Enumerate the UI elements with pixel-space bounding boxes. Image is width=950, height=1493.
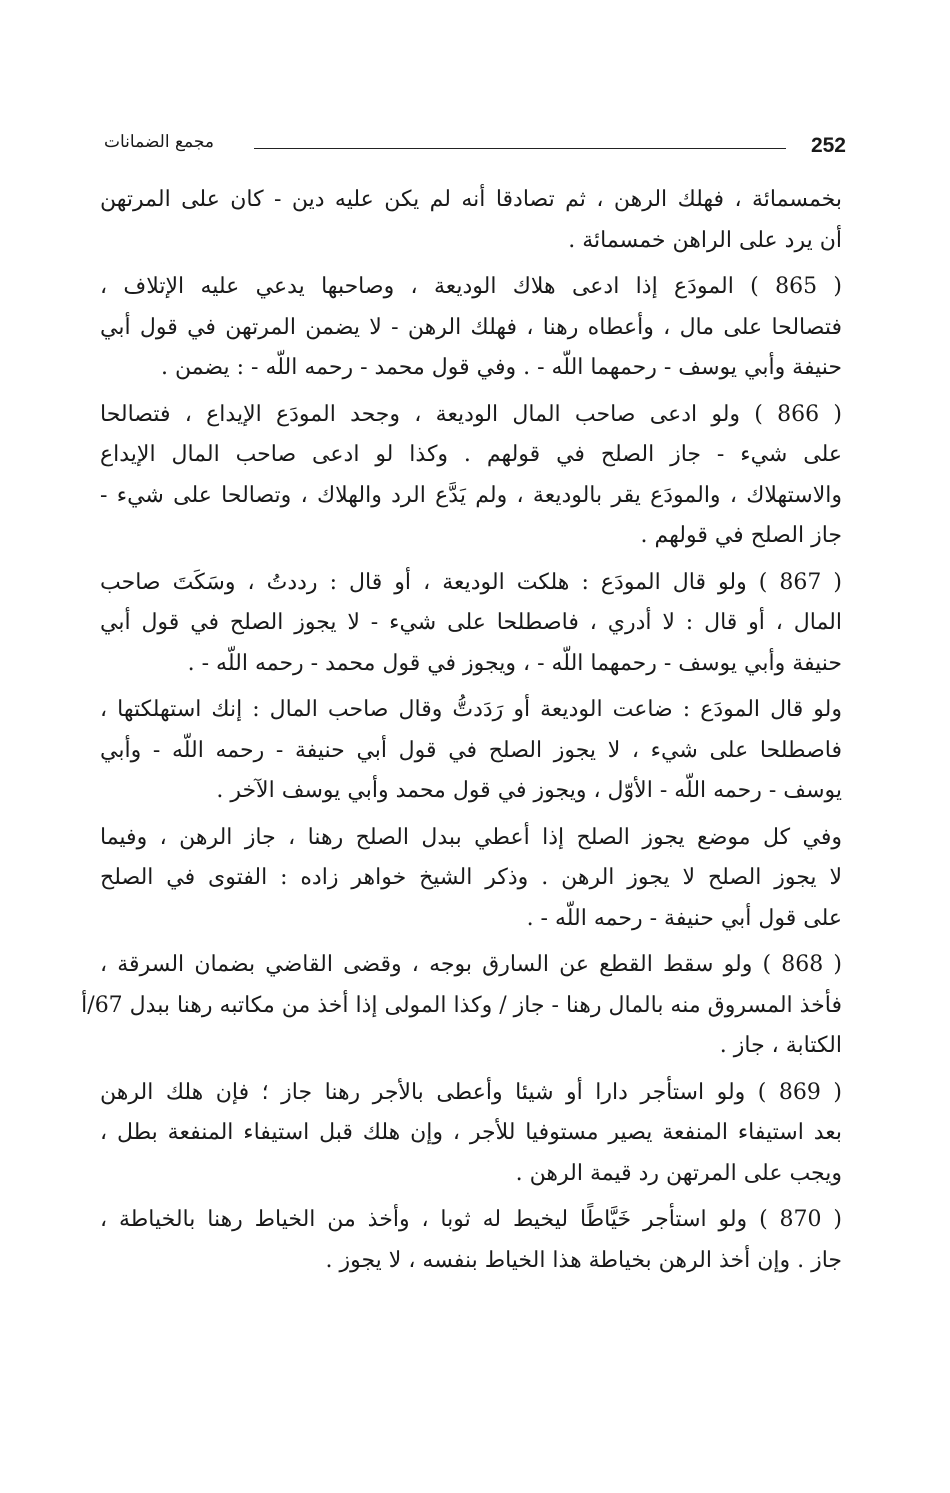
text-line: على قول أبي حنيفة - رحمه اللّه - . [526, 905, 842, 931]
text-line: يوسف - رحمه اللّه - الأوّل ، ويجوز في قول محمد وأبي يوسف الآخر . [216, 778, 842, 803]
text-line: حنيفة وأبي يوسف - رحمهما اللّه - ، ويجوز في قول محمد - رحمه اللّه - . [187, 650, 842, 676]
paragraph [100, 563, 842, 685]
page-number: 252 [810, 134, 846, 157]
paragraph [81, 945, 842, 1067]
paragraph [100, 1073, 842, 1195]
text-line: وفي كل موضع يجوز الصلح إذا أعطي ببدل الصلح رهنا ، جاز الرهن ، وفيما [100, 824, 842, 850]
paragraph [100, 267, 842, 389]
text-line: ويجب على المرتهن رد قيمة الرهن . [515, 1160, 842, 1186]
text-line: لا يجوز الصلح لا يجوز الرهن . وذكر الشيخ خواهر زاده : الفتوى في الصلح [100, 865, 842, 890]
text-line: حنيفة وأبي يوسف - رحمهما اللّه - . وفي قول محمد - رحمه اللّه - : يضمن . [160, 355, 842, 380]
text-line: فتصالحا على مال ، وأعطاه رهنا ، فهلك الرهن - لا يضمن المرتهن في قول أبي [100, 314, 842, 340]
text-line: فاصطلحا على شيء ، لا يجوز الصلح في قول أبي حنيفة - رحمه اللّه - وأبي [100, 737, 842, 763]
text-line: ولو قال المودَع : ضاعت الوديعة أو رَدَدتُّ وقال صاحب المال : إنك استهلكتها ، [100, 697, 842, 722]
text-line: على شيء - جاز الصلح في قولهم . وكذا لو ادعى صاحب المال الإيداع [100, 442, 842, 467]
paragraph [100, 395, 842, 557]
paragraph [100, 1200, 842, 1281]
text-line: بخمسمائة ، فهلك الرهن ، ثم تصادقا أنه لم يكن عليه دين - كان على المرتهن [100, 187, 842, 212]
paragraph [100, 180, 842, 261]
text-line: ( 867 ) ولو قال المودَع : هلكت الوديعة ، أو قال : رددتُ ، وسَكَتَ صاحب [100, 569, 842, 595]
text-line: ( 869 ) ولو استأجر دارا أو شيئا وأعطى بالأجر رهنا جاز ؛ فإن هلك الرهن [100, 1079, 842, 1105]
text-line: أن يرد على الراهن خمسمائة . [568, 227, 842, 253]
text-line: الكتابة ، جاز . [719, 1033, 842, 1058]
text-line: فأخذ المسروق منه بالمال رهنا - جاز / وكذا المولى إذا أخذ من مكاتبه رهنا ببدل 67/أ [81, 992, 842, 1018]
text-line: ( 866 ) ولو ادعى صاحب المال الوديعة ، وجحد المودَع الإيداع ، فتصالحا [100, 401, 842, 427]
text-line: جاز الصلح في قولهم . [640, 523, 842, 548]
text-line: ( 865 ) المودَع إذا ادعى هلاك الوديعة ، وصاحبها يدعي عليه الإتلاف ، [100, 274, 843, 299]
paragraph [100, 818, 842, 940]
page-header [104, 128, 846, 164]
text-line: ( 870 ) ولو استأجر خَيَّاطًا ليخيط له ثوبا ، وأخذ من الخياط رهنا بالخياطة ، [100, 1207, 842, 1232]
page-body [81, 180, 843, 1287]
running-title: مجمع الضمانات [104, 132, 214, 152]
text-line: المال ، أو قال : لا أدري ، فاصطلحا على شيء - لا يجوز الصلح في قول أبي [100, 610, 842, 635]
text-line: والاستهلاك ، والمودَع يقر بالوديعة ، ولم يَدَّع الرد والهلاك ، وتصالحا على شيء - [100, 482, 842, 508]
paragraph [100, 690, 842, 812]
text-line: ( 868 ) ولو سقط القطع عن السارق بوجه ، وقضى القاضي بضمان السرقة ، [100, 952, 842, 977]
text-line: جاز . وإن أخذ الرهن بخياطة هذا الخياط بنفسه ، لا يجوز . [325, 1247, 842, 1273]
header-rule [254, 148, 786, 149]
text-line: بعد استيفاء المنفعة يصير مستوفيا للأجر ، وإن هلك قبل استيفاء المنفعة بطل ، [100, 1120, 842, 1145]
